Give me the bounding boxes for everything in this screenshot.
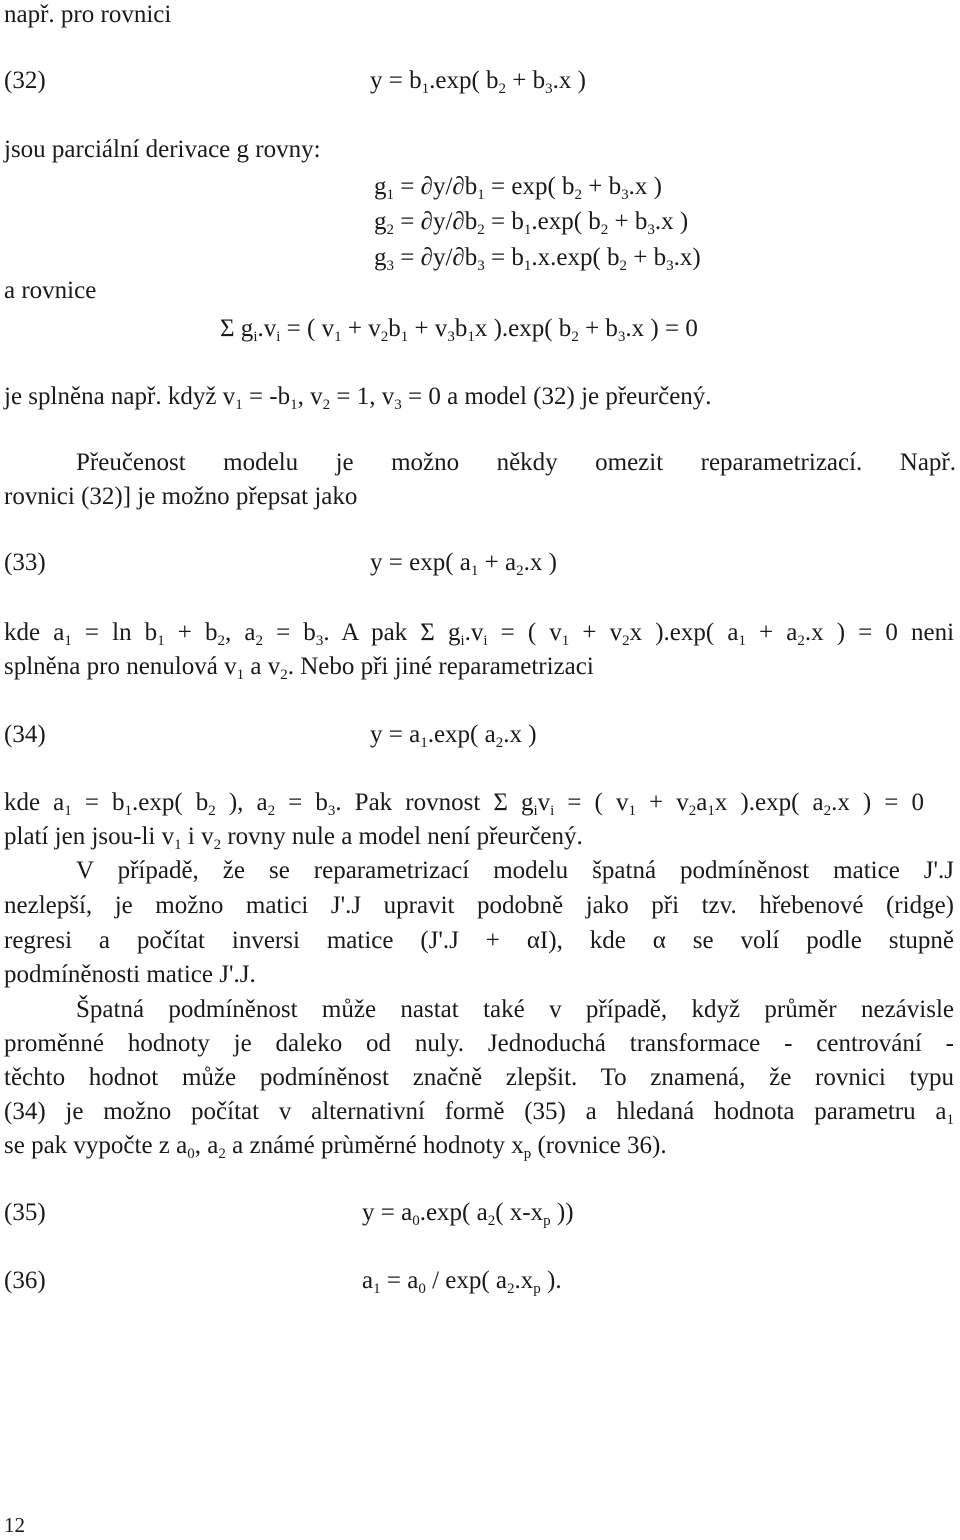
equation: $y = a_1.\exp$( $a_2.x$ ): [370, 721, 537, 751]
equation: $y = a_0.\exp$( $a_2$( $x-x_p$ )): [362, 1199, 574, 1229]
equation-number: (33): [4, 549, 46, 576]
text-line: V případě, že se reparametrizací modelu špatná podmíněnost matice J'.J: [76, 857, 954, 884]
text-line: Špatná podmíněnost může nastat také v případě, když průměr nezávisle: [76, 996, 954, 1023]
text-line: jsou parciální derivace g rovny:: [4, 136, 321, 163]
text-line: (34) je možno počítat v alternativní formě (35) a hledaná hodnota parametru $a_1$: [4, 1098, 954, 1128]
text-line: kde $a_1 = b_1.\exp$( $b_2$ ), $a_2 = b_3$. Pak rovnost Σ $g_iv_i$ = ( $v_1 + v_2a_1x$ ).exp( $a_2.x$ ) = 0: [4, 789, 924, 819]
page-number: 12: [4, 1513, 25, 1537]
equation: $g_1 = \partial y/\partial b_1 = \exp$( $b_2 + b_3.x$ ): [374, 173, 662, 203]
equation: $g_3 = \partial y/\partial b_3 = b_1.x.\exp$( $b_2 + b_3.x$): [374, 244, 701, 274]
text-line: např. pro rovnici: [4, 1, 172, 28]
text-line: nezlepší, je možno matici J'.J upravit podobně jako při tzv. hřebenové (ridge): [4, 892, 954, 919]
equation: y = exp( $a_1 + a_2.x$ ): [370, 549, 557, 579]
text-line: kde $a_1 = \ln b_1 + b_2$, $a_2 = b_3$. A pak Σ $g_i.v_i$ = ( $v_1 + v_2x$ ).exp( $a_1 + a_2.x$ ) = 0 neni: [4, 619, 955, 649]
equation: $a_1 = a_0 / \exp$( $a_2.x_p$ ).: [362, 1267, 562, 1297]
equation: $y = b_1.\exp$( $b_2 + b_3.x$ ): [370, 67, 586, 97]
equation-number: (34): [4, 721, 46, 748]
text-line: proměnné hodnoty je daleko od nuly. Jednoduchá transformace - centrování -: [4, 1030, 954, 1057]
text-line: těchto hodnot může podmíněnost značně zlepšit. To znamená, že rovnici typu: [4, 1064, 954, 1091]
equation-number: (32): [4, 67, 46, 94]
text-line: platí jen jsou-li $v_1$ i $v_2$ rovny nule a model není přeurčený.: [4, 823, 583, 853]
text-line: regresi a počítat inversi matice (J'.J + αI), kde α se volí podle stupně: [4, 927, 954, 954]
equation: Σ $g_i.v_i$ = ( $v_1 + v_2b_1 + v_3b_1x$ ).exp( $b_2 + b_3.x$ ) = 0: [220, 315, 698, 345]
text-line: Přeučenost modelu je možno někdy omezit reparametrizací. Např.: [76, 449, 956, 476]
text-line: a rovnice: [4, 277, 97, 304]
text-line: rovnici (32)] je možno přepsat jako: [4, 483, 358, 510]
text-line: se pak vypočte z $a_0$, $a_2$ a známé prùměrné hodnoty $x_p$ (rovnice 36).: [4, 1132, 667, 1162]
text-line: splněna pro nenulová $v_1$ a $v_2$. Nebo při jiné reparametrizaci: [4, 653, 594, 683]
equation: $g_2 = \partial y/\partial b_2 = b_1.\exp$( $b_2 + b_3.x$ ): [374, 208, 689, 238]
equation-number: (36): [4, 1267, 46, 1294]
equation-number: (35): [4, 1199, 46, 1226]
text-line: je splněna např. když $v_1 = -b_1$, $v_2 = 1$, $v_3 = 0$ a model (32) je přeurčený.: [4, 383, 712, 413]
text-line: podmíněnosti matice J'.J.: [4, 961, 256, 988]
